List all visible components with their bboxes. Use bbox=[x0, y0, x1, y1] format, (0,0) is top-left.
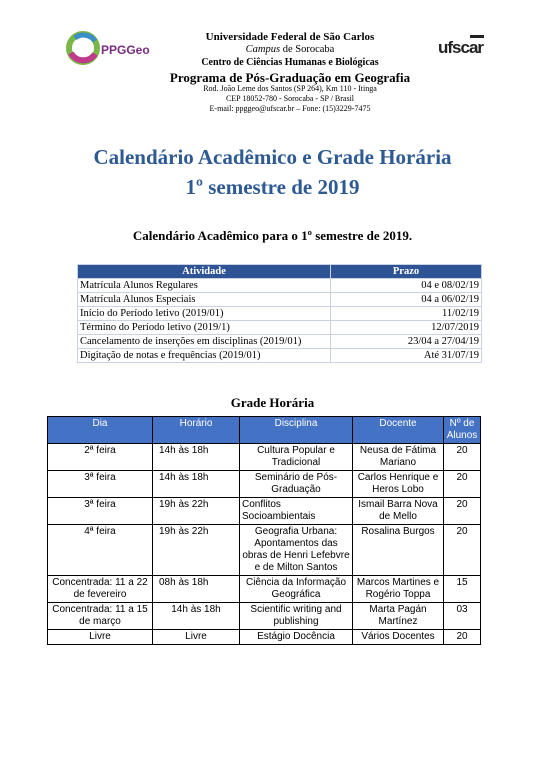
teacher-cell: Marta Pagán Martínez bbox=[353, 603, 444, 630]
teacher-cell: Vários Docentes bbox=[353, 630, 444, 645]
discipline-cell: Cultura Popular e Tradicional bbox=[240, 444, 353, 471]
schedule-table bbox=[47, 416, 481, 645]
ufscar-logo-text: ufscar bbox=[438, 38, 484, 57]
col-day: Dia bbox=[48, 417, 153, 444]
time-cell: 08h às 18h bbox=[153, 576, 240, 603]
table-row bbox=[78, 335, 482, 349]
col-teacher: Docente bbox=[353, 417, 444, 444]
teacher-cell: Ismail Barra Nova de Mello bbox=[353, 498, 444, 525]
discipline-cell: Ciência da Informação Geográfica bbox=[240, 576, 353, 603]
day-cell: 3ª feira bbox=[48, 471, 153, 498]
students-cell: 20 bbox=[444, 630, 481, 645]
activity-cell: Matrícula Alunos Regulares bbox=[78, 279, 331, 293]
day-cell: 3ª feira bbox=[48, 498, 153, 525]
table-row bbox=[48, 498, 481, 525]
day-cell: 2ª feira bbox=[48, 444, 153, 471]
ufscar-logo-graphic bbox=[436, 31, 502, 59]
activity-cell: Digitação de notas e frequências (2019/01) bbox=[78, 349, 331, 363]
table-row bbox=[48, 630, 481, 645]
day-cell: 4ª feira bbox=[48, 525, 153, 576]
day-cell: Concentrada: 11 a 22 de fevereiro bbox=[48, 576, 153, 603]
table-row bbox=[48, 603, 481, 630]
campus-rest: de Sorocaba bbox=[280, 44, 335, 55]
activity-cell: Início do Período letivo (2019/01) bbox=[78, 307, 331, 321]
discipline-cell: Scientific writing and publishing bbox=[240, 603, 353, 630]
students-cell: 15 bbox=[444, 576, 481, 603]
schedule-heading: Grade Horária bbox=[230, 395, 315, 410]
table-row bbox=[78, 321, 482, 335]
campus-word: Campus bbox=[245, 44, 281, 55]
table-row bbox=[78, 279, 482, 293]
teacher-cell: Carlos Henrique e Heros Lobo bbox=[353, 471, 444, 498]
time-cell: 14h às 18h bbox=[153, 471, 240, 498]
students-cell: 03 bbox=[444, 603, 481, 630]
activity-cell: Cancelamento de inserções em disciplinas (2019/01) bbox=[78, 335, 331, 349]
logo-text: PPGGeo bbox=[101, 43, 150, 57]
contact-line: E-mail: ppggeo@ufscar.br – Fone: (15)3229-7475 bbox=[209, 104, 371, 113]
deadline-cell: 23/04 a 27/04/19 bbox=[331, 335, 482, 349]
table-row bbox=[48, 576, 481, 603]
day-cell: Concentrada: 11 a 15 de março bbox=[48, 603, 153, 630]
teacher-cell: Marcos Martines e Rogério Toppa bbox=[353, 576, 444, 603]
university-name: Universidade Federal de São Carlos bbox=[205, 31, 375, 43]
table-row bbox=[48, 444, 481, 471]
center-name: Centro de Ciências Humanas e Biológicas bbox=[201, 57, 379, 68]
table-row bbox=[48, 471, 481, 498]
calendar-table bbox=[77, 264, 482, 363]
students-cell: 20 bbox=[444, 498, 481, 525]
campus-line bbox=[140, 44, 440, 57]
document-subtitle: 1º semestre de 2019 bbox=[185, 175, 360, 199]
col-discipline: Disciplina bbox=[240, 417, 353, 444]
calendar-heading: Calendário Acadêmico para o 1º semestre de 2019. bbox=[132, 228, 413, 243]
document-title: Calendário Acadêmico e Grade Horária bbox=[93, 145, 452, 169]
deadline-cell: 12/07/2019 bbox=[331, 321, 482, 335]
activity-cell: Término do Período letivo (2019/1) bbox=[78, 321, 331, 335]
calendar-header-row bbox=[78, 265, 482, 279]
discipline-cell: Conflitos Socioambientais bbox=[240, 498, 353, 525]
deadline-cell: 11/02/19 bbox=[331, 307, 482, 321]
activity-cell: Matrícula Alunos Especiais bbox=[78, 293, 331, 307]
students-cell: 20 bbox=[444, 471, 481, 498]
discipline-cell: Seminário de Pós-Graduação bbox=[240, 471, 353, 498]
discipline-cell: Geografia Urbana: Apontamentos das obras de Henri Lefebvre e de Milton Santos bbox=[240, 525, 353, 576]
table-row bbox=[78, 349, 482, 363]
deadline-cell: 04 a 06/02/19 bbox=[331, 293, 482, 307]
time-cell: 19h às 22h bbox=[153, 525, 240, 576]
time-cell: Livre bbox=[153, 630, 240, 645]
teacher-cell: Rosalina Burgos bbox=[353, 525, 444, 576]
address-line-1: Rod. João Leme dos Santos (SP 264), Km 110 - Itinga bbox=[203, 84, 377, 93]
schedule-header-row bbox=[48, 417, 481, 444]
deadline-cell: 04 e 08/02/19 bbox=[331, 279, 482, 293]
teacher-cell: Neusa de Fátima Mariano bbox=[353, 444, 444, 471]
students-cell: 20 bbox=[444, 525, 481, 576]
col-time: Horário bbox=[153, 417, 240, 444]
time-cell: 14h às 18h bbox=[153, 444, 240, 471]
ufscar-logo bbox=[436, 31, 502, 59]
discipline-cell: Estágio Docência bbox=[240, 630, 353, 645]
time-cell: 14h às 18h bbox=[153, 603, 240, 630]
table-row bbox=[78, 307, 482, 321]
address-line-2: CEP 18052-780 - Sorocaba - SP / Brasil bbox=[225, 94, 355, 103]
program-name: Programa de Pós-Graduação em Geografia bbox=[169, 70, 411, 85]
table-row bbox=[48, 525, 481, 576]
day-cell: Livre bbox=[48, 630, 153, 645]
table-row bbox=[78, 293, 482, 307]
col-activity: Atividade bbox=[78, 265, 331, 279]
col-students: Nº de Alunos bbox=[444, 417, 481, 444]
time-cell: 19h às 22h bbox=[153, 498, 240, 525]
deadline-cell: Até 31/07/19 bbox=[331, 349, 482, 363]
students-cell: 20 bbox=[444, 444, 481, 471]
col-deadline: Prazo bbox=[331, 265, 482, 279]
